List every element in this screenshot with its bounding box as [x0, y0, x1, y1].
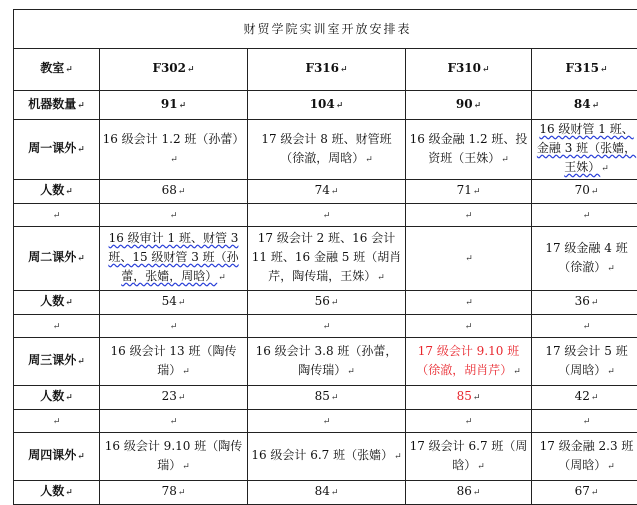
paragraph-mark: ↵: [77, 254, 85, 264]
count-value: 23: [162, 389, 177, 403]
paragraph-mark: ↵: [77, 101, 85, 111]
count-cell: [100, 291, 248, 315]
thursday-count-row: [14, 481, 637, 505]
paragraph-mark: ↵: [583, 207, 591, 226]
class-cell-highlighted: [406, 338, 532, 386]
count-cell: [532, 180, 637, 204]
empty-cell: [532, 315, 637, 338]
day-label-cell: [14, 433, 100, 481]
empty-cell: [14, 204, 100, 227]
count-value: 71: [457, 183, 472, 197]
machine-count-cell: [406, 91, 532, 120]
paragraph-mark: ↵: [182, 367, 190, 377]
count-value: 85: [315, 389, 330, 403]
wednesday-count-row: [14, 386, 637, 410]
count-value: 36: [575, 294, 590, 308]
paragraph-mark: ↵: [465, 413, 473, 432]
paragraph-mark: ↵: [336, 101, 344, 111]
paragraph-mark: ↵: [377, 273, 385, 283]
paragraph-mark: ↵: [65, 488, 73, 498]
class-cell: [248, 227, 406, 291]
count-value: 74: [315, 183, 330, 197]
empty-cell: [532, 410, 637, 433]
paragraph-mark: ↵: [465, 298, 473, 308]
schedule-sheet: [13, 9, 637, 505]
machines-label: 机器数量: [28, 97, 76, 111]
count-cell-highlighted: [406, 386, 532, 410]
machine-count: 104: [310, 97, 335, 111]
count-cell: [532, 386, 637, 410]
room-name: F316: [305, 61, 339, 75]
machine-count: 90: [456, 97, 473, 111]
count-label-cell: [14, 291, 100, 315]
machine-count-cell: [100, 91, 248, 120]
paragraph-mark: ↵: [53, 318, 61, 337]
paragraph-mark: ↵: [65, 298, 73, 308]
day-label: 周二课外: [28, 250, 76, 264]
machine-count: 84: [574, 97, 591, 111]
header-row: [14, 49, 637, 91]
paragraph-mark: ↵: [607, 462, 615, 472]
room-header: [532, 49, 637, 91]
header-label-cell: [14, 49, 100, 91]
paragraph-mark: ↵: [465, 254, 473, 264]
class-text: 17 级会计 9.10 班（徐澈，胡肖芹）: [416, 344, 519, 377]
day-label-cell: [14, 120, 100, 180]
class-text: 16 级会计 6.7 班（张嬙）: [251, 448, 393, 462]
paragraph-mark: ↵: [583, 318, 591, 337]
count-value: 85: [457, 389, 472, 403]
machine-count-cell: [248, 91, 406, 120]
class-cell: [100, 227, 248, 291]
count-label: 人数: [40, 484, 64, 498]
room-name: F302: [152, 61, 186, 75]
machines-label-cell: [14, 91, 100, 120]
class-text: 17 级金融 2.3 班（周晗）: [540, 439, 634, 472]
machine-count: 91: [161, 97, 178, 111]
class-text: 17 级会计 2 班、16 会计 11 班、16 金融 5 班（胡肖芹，陶传瑞，王姝）: [252, 231, 401, 283]
paragraph-mark: ↵: [323, 207, 331, 226]
paragraph-mark: ↵: [513, 367, 521, 377]
spacer-row: [14, 204, 637, 227]
paragraph-mark: ↵: [465, 318, 473, 337]
paragraph-mark: ↵: [323, 318, 331, 337]
class-text: 16 级金融 1.2 班、投资班（王姝）: [410, 132, 528, 165]
paragraph-mark: ↵: [394, 452, 402, 462]
paragraph-mark: ↵: [583, 413, 591, 432]
paragraph-mark: ↵: [591, 298, 599, 308]
empty-cell: [100, 204, 248, 227]
count-cell: [406, 180, 532, 204]
table-title: [14, 10, 637, 49]
day-label-cell: [14, 227, 100, 291]
paragraph-mark: ↵: [591, 393, 599, 403]
day-label: 周一课外: [28, 141, 76, 155]
count-label: 人数: [40, 183, 64, 197]
count-cell: [406, 481, 532, 505]
machine-count-cell: [532, 91, 637, 120]
class-text: 17 级金融 4 班（徐澈）: [545, 241, 627, 274]
day-label: 周四课外: [28, 448, 76, 462]
empty-cell: [248, 204, 406, 227]
paragraph-mark: ↵: [65, 65, 73, 75]
paragraph-mark: ↵: [77, 357, 85, 367]
paragraph-mark: ↵: [501, 155, 509, 165]
count-label-cell: [14, 481, 100, 505]
paragraph-mark: ↵: [77, 145, 85, 155]
class-text: 17 级会计 5 班（周晗）: [545, 344, 627, 377]
count-cell: [100, 180, 248, 204]
machines-row: [14, 91, 637, 120]
class-text: 16 级会计 1.2 班（孙蕾）: [103, 132, 245, 146]
monday-count-row: [14, 180, 637, 204]
paragraph-mark: ↵: [601, 164, 609, 174]
paragraph-mark: ↵: [365, 155, 373, 165]
empty-cell: [406, 315, 532, 338]
empty-cell: [532, 204, 637, 227]
count-cell: [100, 386, 248, 410]
title-row: [14, 10, 637, 49]
paragraph-mark: ↵: [331, 488, 339, 498]
paragraph-mark: ↵: [178, 187, 186, 197]
header-label: 教室: [40, 61, 64, 75]
room-header: [406, 49, 532, 91]
empty-cell: [100, 315, 248, 338]
class-cell: [406, 227, 532, 291]
count-value: 70: [575, 183, 590, 197]
paragraph-mark: ↵: [178, 393, 186, 403]
count-value: 54: [162, 294, 177, 308]
thursday-row: [14, 433, 637, 481]
paragraph-mark: ↵: [178, 298, 186, 308]
paragraph-mark: ↵: [170, 413, 178, 432]
class-cell: [406, 120, 532, 180]
paragraph-mark: ↵: [482, 65, 490, 75]
class-text: 16 级审计 1 班、财管 3 班、15 级财管 3 班（孙蕾，张嬙，周晗）: [108, 231, 238, 283]
paragraph-mark: ↵: [53, 207, 61, 226]
class-cell: [248, 338, 406, 386]
paragraph-mark: ↵: [170, 318, 178, 337]
paragraph-mark: ↵: [323, 413, 331, 432]
empty-cell: [14, 410, 100, 433]
count-label: 人数: [40, 294, 64, 308]
class-text: 17 级会计 6.7 班（周晗）: [410, 439, 528, 472]
count-cell: [532, 481, 637, 505]
paragraph-mark: ↵: [182, 462, 190, 472]
count-cell: [100, 481, 248, 505]
paragraph-mark: ↵: [600, 65, 608, 75]
count-cell: [532, 291, 637, 315]
day-label-cell: [14, 338, 100, 386]
class-text: 16 级会计 13 班（陶传瑞）: [111, 344, 237, 377]
count-label-cell: [14, 180, 100, 204]
empty-cell: [406, 204, 532, 227]
paragraph-mark: ↵: [170, 207, 178, 226]
paragraph-mark: ↵: [187, 65, 195, 75]
class-cell: [100, 120, 248, 180]
paragraph-mark: ↵: [473, 187, 481, 197]
paragraph-mark: ↵: [53, 413, 61, 432]
count-value: 67: [575, 484, 590, 498]
paragraph-mark: ↵: [77, 452, 85, 462]
count-cell: [248, 386, 406, 410]
class-cell: [532, 338, 637, 386]
wednesday-row: [14, 338, 637, 386]
class-text: 16 级会计 3.8 班（孙蕾，陶传瑞）: [256, 344, 398, 377]
class-cell: [532, 433, 637, 481]
count-value: 68: [162, 183, 177, 197]
room-name: F315: [565, 61, 599, 75]
paragraph-mark: ↵: [465, 207, 473, 226]
class-cell: [100, 433, 248, 481]
spacer-row: [14, 410, 637, 433]
class-cell: [406, 433, 532, 481]
empty-cell: [248, 410, 406, 433]
paragraph-mark: ↵: [591, 187, 599, 197]
class-cell: [248, 120, 406, 180]
count-value: 56: [315, 294, 330, 308]
class-cell: [532, 120, 637, 180]
paragraph-mark: ↵: [170, 155, 178, 165]
class-text: 16 级财管 1 班、金融 3 班（张嬙，王姝）: [537, 122, 636, 174]
count-value: 84: [315, 484, 330, 498]
room-header: [100, 49, 248, 91]
paragraph-mark: ↵: [178, 488, 186, 498]
spacer-row: [14, 315, 637, 338]
count-cell: [248, 180, 406, 204]
paragraph-mark: ↵: [591, 488, 599, 498]
paragraph-mark: ↵: [607, 264, 615, 274]
empty-cell: [406, 410, 532, 433]
count-value: 78: [162, 484, 177, 498]
room-name: F310: [447, 61, 481, 75]
count-cell: [248, 291, 406, 315]
monday-row: [14, 120, 637, 180]
room-header: [248, 49, 406, 91]
empty-cell: [248, 315, 406, 338]
day-label: 周三课外: [28, 353, 76, 367]
paragraph-mark: ↵: [592, 101, 600, 111]
paragraph-mark: ↵: [340, 65, 348, 75]
count-value: 86: [457, 484, 472, 498]
paragraph-mark: ↵: [65, 393, 73, 403]
paragraph-mark: ↵: [473, 488, 481, 498]
paragraph-mark: ↵: [331, 187, 339, 197]
class-text: 17 级会计 8 班、财管班（徐澈，周晗）: [261, 132, 391, 165]
class-cell: [248, 433, 406, 481]
paragraph-mark: ↵: [331, 393, 339, 403]
count-cell: [248, 481, 406, 505]
tuesday-row: [14, 227, 637, 291]
paragraph-mark: ↵: [331, 298, 339, 308]
paragraph-mark: ↵: [477, 462, 485, 472]
title-text: 财贸学院实训室开放安排表: [244, 22, 412, 36]
paragraph-mark: ↵: [347, 367, 355, 377]
class-cell: [532, 227, 637, 291]
count-value: 42: [575, 389, 590, 403]
count-label: 人数: [40, 389, 64, 403]
paragraph-mark: ↵: [218, 273, 226, 283]
paragraph-mark: ↵: [473, 393, 481, 403]
paragraph-mark: ↵: [607, 367, 615, 377]
paragraph-mark: ↵: [179, 101, 187, 111]
class-cell: [100, 338, 248, 386]
tuesday-count-row: [14, 291, 637, 315]
empty-cell: [14, 315, 100, 338]
class-text: 16 级会计 9.10 班（陶传瑞）: [105, 439, 242, 472]
empty-cell: [100, 410, 248, 433]
count-cell: [406, 291, 532, 315]
paragraph-mark: ↵: [474, 101, 482, 111]
schedule-table: [13, 9, 637, 505]
paragraph-mark: ↵: [65, 187, 73, 197]
count-label-cell: [14, 386, 100, 410]
